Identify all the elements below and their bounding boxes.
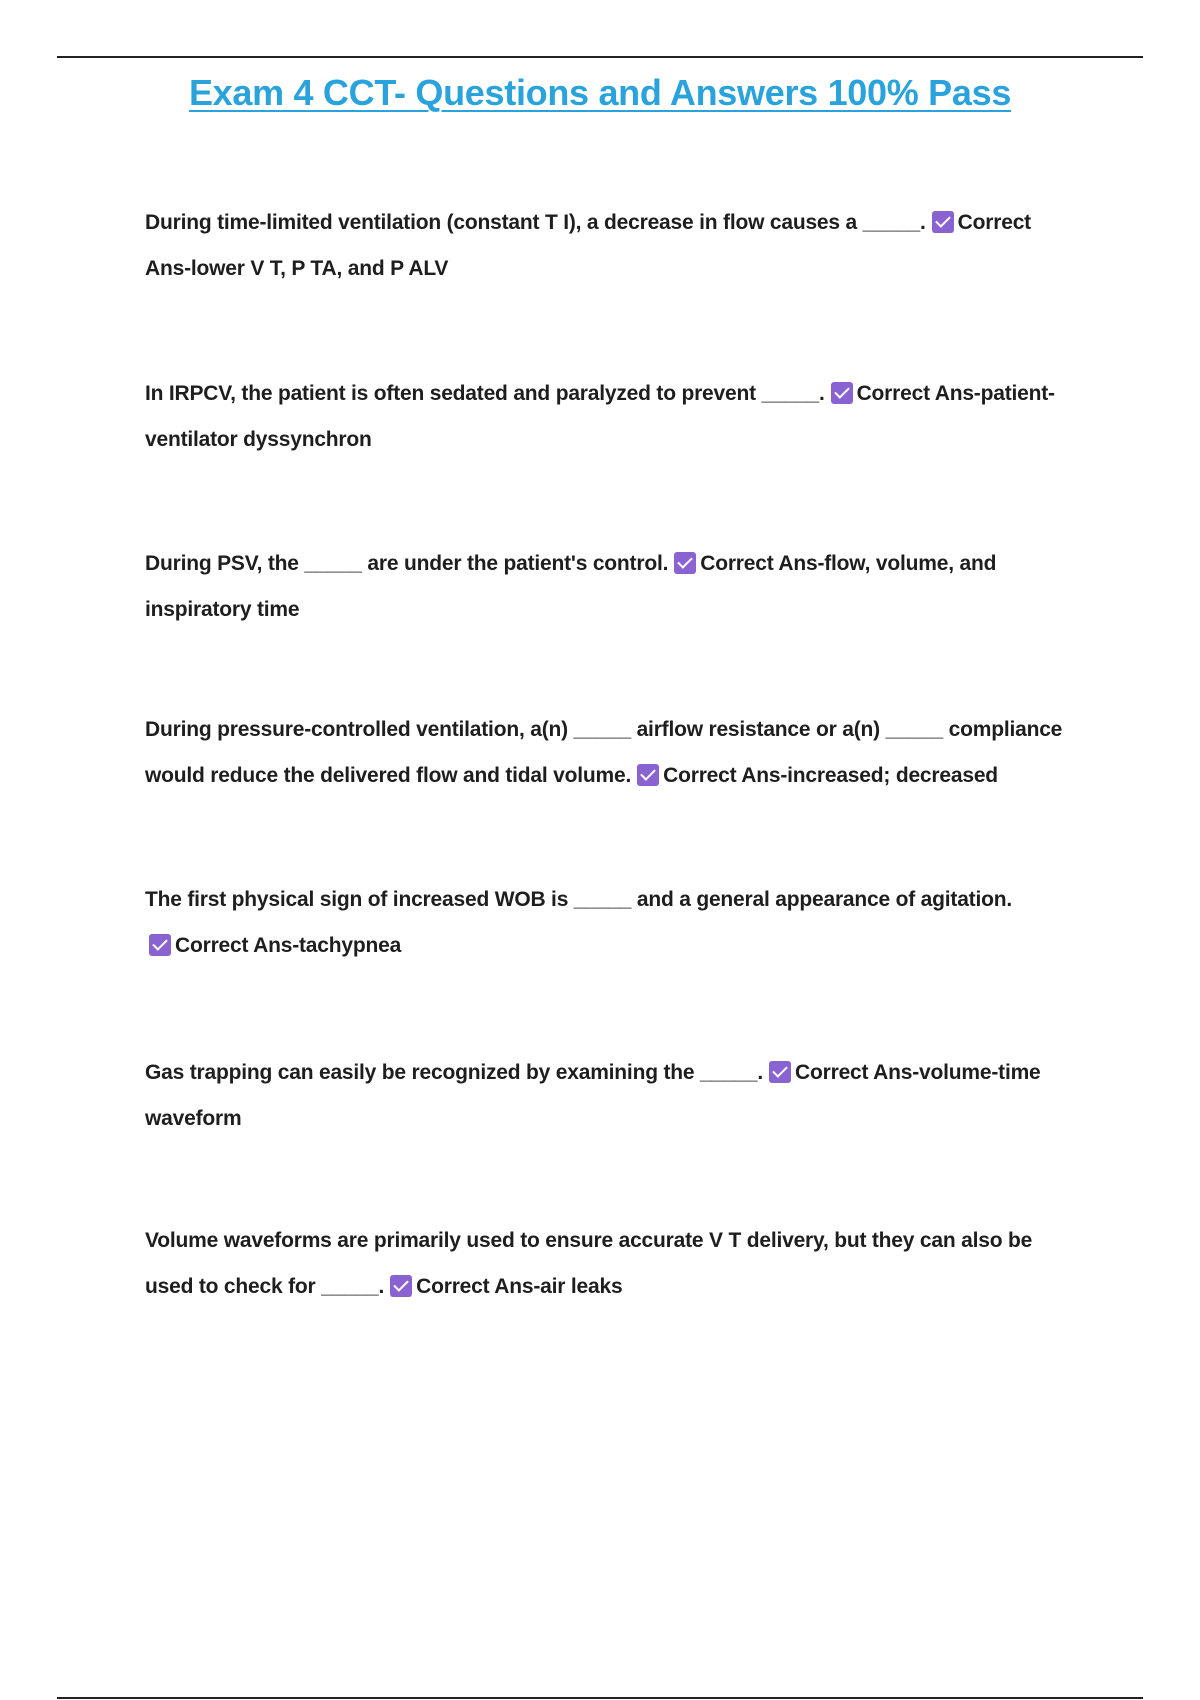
qa-item-3 — [145, 541, 1080, 633]
question-text: In IRPCV, the patient is often sedated and paralyzed to prevent _____. — [145, 382, 825, 405]
answer-text: Correct Ans-air leaks — [416, 1275, 623, 1298]
checkbox-checked-icon — [390, 1275, 412, 1297]
bottom-rule — [57, 1697, 1143, 1699]
qa-item-5 — [145, 877, 1080, 969]
question-text: During PSV, the _____ are under the patient's control. — [145, 552, 669, 575]
answer-text-continued: inspiratory time — [145, 598, 300, 621]
checkbox-checked-icon — [674, 552, 696, 574]
question-text: The first physical sign of increased WOB is _____ and a general appearance of agitation. — [145, 888, 1013, 911]
checkbox-checked-icon — [831, 382, 853, 404]
qa-item-2 — [145, 371, 1080, 463]
question-text-continued: used to check for _____. — [145, 1275, 385, 1298]
question-text: During pressure-controlled ventilation, a(n) _____ airflow resistance or a(n) _____ compliance — [145, 718, 1063, 741]
answer-text-continued: waveform — [145, 1107, 242, 1130]
answer-text: Correct Ans-volume-time — [795, 1061, 1041, 1084]
document-title-text: Exam 4 CCT- Questions and Answers 100% Pass — [188, 72, 1012, 113]
qa-item-4 — [145, 707, 1080, 799]
qa-item-1 — [145, 200, 1080, 292]
qa-item-6 — [145, 1050, 1080, 1142]
answer-text: Correct Ans-increased; decreased — [663, 764, 998, 787]
question-text: During time-limited ventilation (constant T I), a decrease in flow causes a _____. — [145, 211, 926, 234]
question-text-continued: would reduce the delivered flow and tidal volume. — [145, 764, 632, 787]
answer-text: Correct Ans-patient- — [856, 382, 1055, 405]
document-title — [0, 72, 1200, 114]
question-text: Volume waveforms are primarily used to ensure accurate V T delivery, but they can also be — [145, 1229, 1033, 1252]
top-rule — [57, 56, 1143, 58]
checkbox-checked-icon — [932, 211, 954, 233]
checkbox-checked-icon — [769, 1061, 791, 1083]
answer-text: Correct Ans-tachypnea — [175, 934, 402, 957]
checkbox-checked-icon — [637, 764, 659, 786]
answer-text-continued: ventilator dyssynchron — [145, 428, 372, 451]
qa-item-7 — [145, 1218, 1080, 1310]
answer-text: Correct — [957, 211, 1031, 234]
answer-text: Correct Ans-flow, volume, and — [700, 552, 997, 575]
question-text: Gas trapping can easily be recognized by examining the _____. — [145, 1061, 764, 1084]
answer-text-continued: Ans-lower V T, P TA, and P ALV — [145, 257, 449, 280]
checkbox-checked-icon — [149, 934, 171, 956]
